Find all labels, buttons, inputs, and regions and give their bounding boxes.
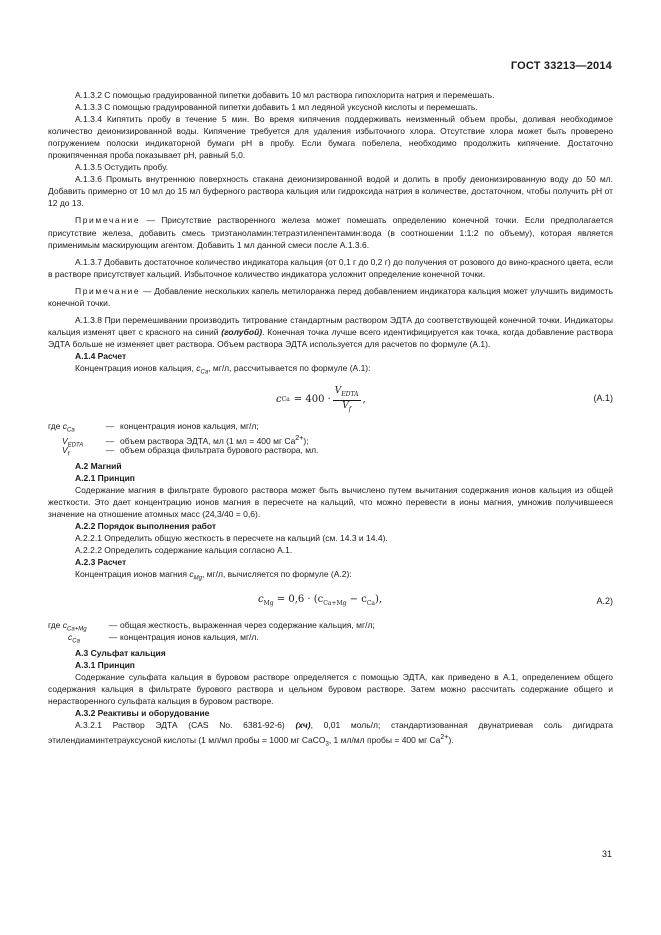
symbol-subscript: f <box>67 451 70 458</box>
numerator-subscript: EDTA <box>341 390 359 398</box>
text-run: Концентрация ионов магния <box>75 569 190 580</box>
symbol: V <box>62 435 68 446</box>
fraction-numerator <box>333 386 361 401</box>
heading-a2-2: А.2.2 Порядок выполнения работ <box>75 521 217 532</box>
symbol: c <box>62 620 68 631</box>
heading-a3-2: А.3.2 Реактивы и оборудование <box>75 708 210 719</box>
paragraph-calc2 <box>48 568 613 585</box>
definition-symbol <box>48 444 100 461</box>
note-1 <box>48 214 613 250</box>
text-run: объем раствора ЭДТА, мл (1 мл = 400 мг Ca <box>120 435 296 446</box>
formula-a1 <box>48 382 613 416</box>
formula-lhs: c <box>258 594 264 606</box>
paragraph-a2-1: Содержание магния в фильтрате бурового раствора может быть вычислено путем вычитания содержания ионов кальция из общей жесткости. Это дает концентрацию ионов магния в пересчете на кальций, что можно перевести в ионы магния, умножив получившееся значение на отношение атомных масс (24,3/40 = 0,6). <box>48 484 613 520</box>
formula-a2-number: А.2) <box>596 596 613 607</box>
formula-tail: , <box>362 393 366 405</box>
text-run: , 1 мл/мл пробы = 400 мг Ca <box>328 735 441 746</box>
formula-a2-expression <box>258 594 382 610</box>
formula-fraction <box>333 386 361 415</box>
definition-row <box>48 420 613 432</box>
note-text: — Добавление нескольких капель метилоранжа перед добавлением индикатора кальция может улучшить видимость конечной точки. <box>48 285 613 308</box>
symbol: c <box>62 420 68 431</box>
note-label: Примечание <box>75 285 141 296</box>
formula-a1-number: (А.1) <box>593 392 613 403</box>
text-run: ); <box>303 435 309 446</box>
definition-dash: — <box>108 620 118 631</box>
heading-a2: А.2 Магний <box>75 460 122 471</box>
definition-text: концентрация ионов кальция, мг/л; <box>120 420 259 431</box>
emphasis-text: (голубой) <box>221 326 263 337</box>
formula-tail: ), <box>374 594 383 606</box>
subscript: 3 <box>325 741 329 748</box>
paragraph-a2-2-1: А.2.2.1 Определить общую жесткость в пересчете на кальций (см. 14.3 и 14.4). <box>75 533 388 544</box>
symbol-subscript: Ca <box>67 427 75 434</box>
paragraph-a1-3-2: А.1.3.2 С помощью градуированной пипетки добавить 10 мл раствора гипохлорита натрия и перемешать. <box>75 90 495 100</box>
heading-a3: А.3 Сульфат кальция <box>75 648 166 659</box>
formula-lhs-subscript: Mg <box>263 600 274 608</box>
superscript: 2+ <box>295 433 304 442</box>
symbol: c <box>68 632 73 643</box>
note-label: Примечание <box>75 215 141 226</box>
symbol-subscript: Mg <box>193 575 202 582</box>
formula-a2 <box>48 588 613 616</box>
definition-dash: — <box>105 435 115 446</box>
paragraph-a1-3-5: А.1.3.5 Остудить пробу. <box>75 162 169 173</box>
formula-coefficient: = 400 · <box>293 393 331 405</box>
page-header-standard: ГОСТ 33213—2014 <box>510 60 612 72</box>
symbol: c <box>189 569 194 580</box>
definition-row <box>48 444 613 456</box>
heading-a2-1: А.2.1 Принцип <box>75 472 135 483</box>
symbol-subscript: Ca <box>72 638 80 645</box>
where-word: где <box>48 620 63 631</box>
definition-dash: — <box>108 632 118 643</box>
text-run: . Конечная точка лучше всего идентифицируется как точка, когда добавление раствора ЭДТА больше не изменяет цвет раствора. Объем раствора ЭДТА используется для расчетов по формуле (А.1). <box>48 326 613 349</box>
paragraph-a3-2-1 <box>48 719 613 751</box>
heading-a3-1: А.3.1 Принцип <box>75 660 135 671</box>
definition-row <box>48 619 613 631</box>
formula-lhs: c <box>276 393 282 405</box>
definition-dash: — <box>105 444 115 455</box>
text-run: ). <box>448 735 454 746</box>
definitions-a2 <box>48 619 613 643</box>
symbol: V <box>62 444 68 455</box>
symbol: c <box>196 362 201 373</box>
note-text: — Присутствие растворенного железа может помешать определению конечной точки. Если предполагается присутствие железа, добавить смесь триэтаноламин:тетраэтиленпентамин:вода (в соотношении 1:1:2 по объему), которая является применимым маскирующим агентом. Добавить 1 мл данной смеси после А.1.3.6. <box>48 215 613 250</box>
page-number: 31 <box>601 849 612 859</box>
paragraph-a1-3-6: А.1.3.6 Промыть внутреннюю поверхность стакана деионизированной водой и долить в пробу деионизированную воду до 50 мл. Добавить примерно от 10 мл до 15 мл буферного раствора кальция или гидроксида натрия в количестве, достаточном, чтобы получить рН от 12 до 13. <box>48 174 613 209</box>
heading-a2-3: А.2.3 Расчет <box>75 557 127 568</box>
paragraph-a1-3-4: А.1.3.4 Кипятить пробу в течение 5 мин. Во время кипячения поддерживать неизменный объем пробы, доливая необходимое количество деионизированной воды. Кипячение требуется для удаления избыточного хлора. Отсутствие хлора может быть проверено погружением полоски индикаторной бумаги рН в пробу. Если бумага побелела, необходимо продолжить кипячение. Достаточно прокипяченная проба показывает рН, равный 5,0. <box>48 114 613 161</box>
denominator-subscript: f <box>348 405 352 413</box>
definition-dash: — <box>105 420 115 431</box>
formula-subscript: Ca <box>366 600 375 608</box>
formula-subscript: Ca+Mg <box>323 600 347 608</box>
symbol-subscript: Ca <box>200 369 209 376</box>
definition-row <box>48 631 613 643</box>
formula-a1-expression <box>276 386 366 415</box>
where-word: где <box>48 420 63 431</box>
text-run: , мг/л, рассчитывается по формуле (А.1): <box>208 362 371 373</box>
formula-expression-part: − c <box>346 594 367 606</box>
definition-text: концентрация ионов кальция, мг/л. <box>120 632 259 643</box>
paragraph-a1-3-7: А.1.3.7 Добавить достаточное количество индикатора кальция (от 0,1 г до 0,2 г) до получения от розового до вино-красного цвета, если в растворе присутствует кальций. Избыточное количество индикатора усложнит определение конечной точки. <box>48 256 613 279</box>
denominator-symbol: V <box>342 400 349 411</box>
numerator-symbol: V <box>334 385 342 396</box>
heading-a1-4: А.1.4 Расчет <box>75 350 127 361</box>
symbol-subscript: EDTA <box>67 442 84 449</box>
paragraph-a1-3-3: А.1.3.3 С помощью градуированной пипетки добавить 1 мл ледяной уксусной кислоты и перемешать. <box>75 102 478 113</box>
formula-lhs-subscript: Ca <box>281 395 290 403</box>
definitions-a1 <box>48 420 613 456</box>
fraction-denominator <box>342 401 351 415</box>
paragraph-a1-3-8 <box>48 314 613 350</box>
definition-text: общая жесткость, выраженная через содержание кальция, мг/л; <box>120 620 375 631</box>
paragraph-a3-1: Содержание сульфата кальция в буровом растворе определяется с помощью ЭДТА, как приведено в А.1, определением общего содержания кальция в фильтрате бурового раствора и цельном буровом растворе. Затем можно рассчитать содержание общего и нерастворенного сульфата кальция в буровом растворе. <box>48 672 613 707</box>
formula-expression-part: = 0,6 · (c <box>276 594 324 606</box>
text-run: , 0,01 моль/л; стандартизованная двунатриевая соль дигидрата этилендиаминтетрауксусной кислоты (1 мл/мл пробы = 1000 мг CaCO <box>48 720 613 746</box>
text-run: А.1.3.8 При перемешивании производить титрование стандартным раствором ЭДТА до соответствующей конечной точки. Индикаторы кальция изменят цвет с красного на синий <box>48 314 613 337</box>
text-run: Концентрация ионов кальция, <box>75 362 197 373</box>
superscript: 2+ <box>440 733 449 742</box>
text-run: А.3.2.1 Раствор ЭДТА (CAS No. 6381-92-6) <box>75 720 296 731</box>
paragraph-a2-2-2: А.2.2.2 Определить содержание кальция согласно А.1. <box>75 545 293 556</box>
definition-text: объем образца фильтрата бурового раствора, мл. <box>120 444 319 455</box>
emphasis-text: (хч) <box>295 720 311 731</box>
text-run: , мг/л, вычисляется по формуле (А.2): <box>201 569 352 580</box>
paragraph-calc1 <box>48 362 613 379</box>
definition-symbol <box>48 631 106 648</box>
symbol-subscript: Ca+Mg <box>67 626 87 633</box>
note-2 <box>48 285 613 309</box>
definition-row <box>48 432 613 449</box>
page-body <box>48 89 613 751</box>
